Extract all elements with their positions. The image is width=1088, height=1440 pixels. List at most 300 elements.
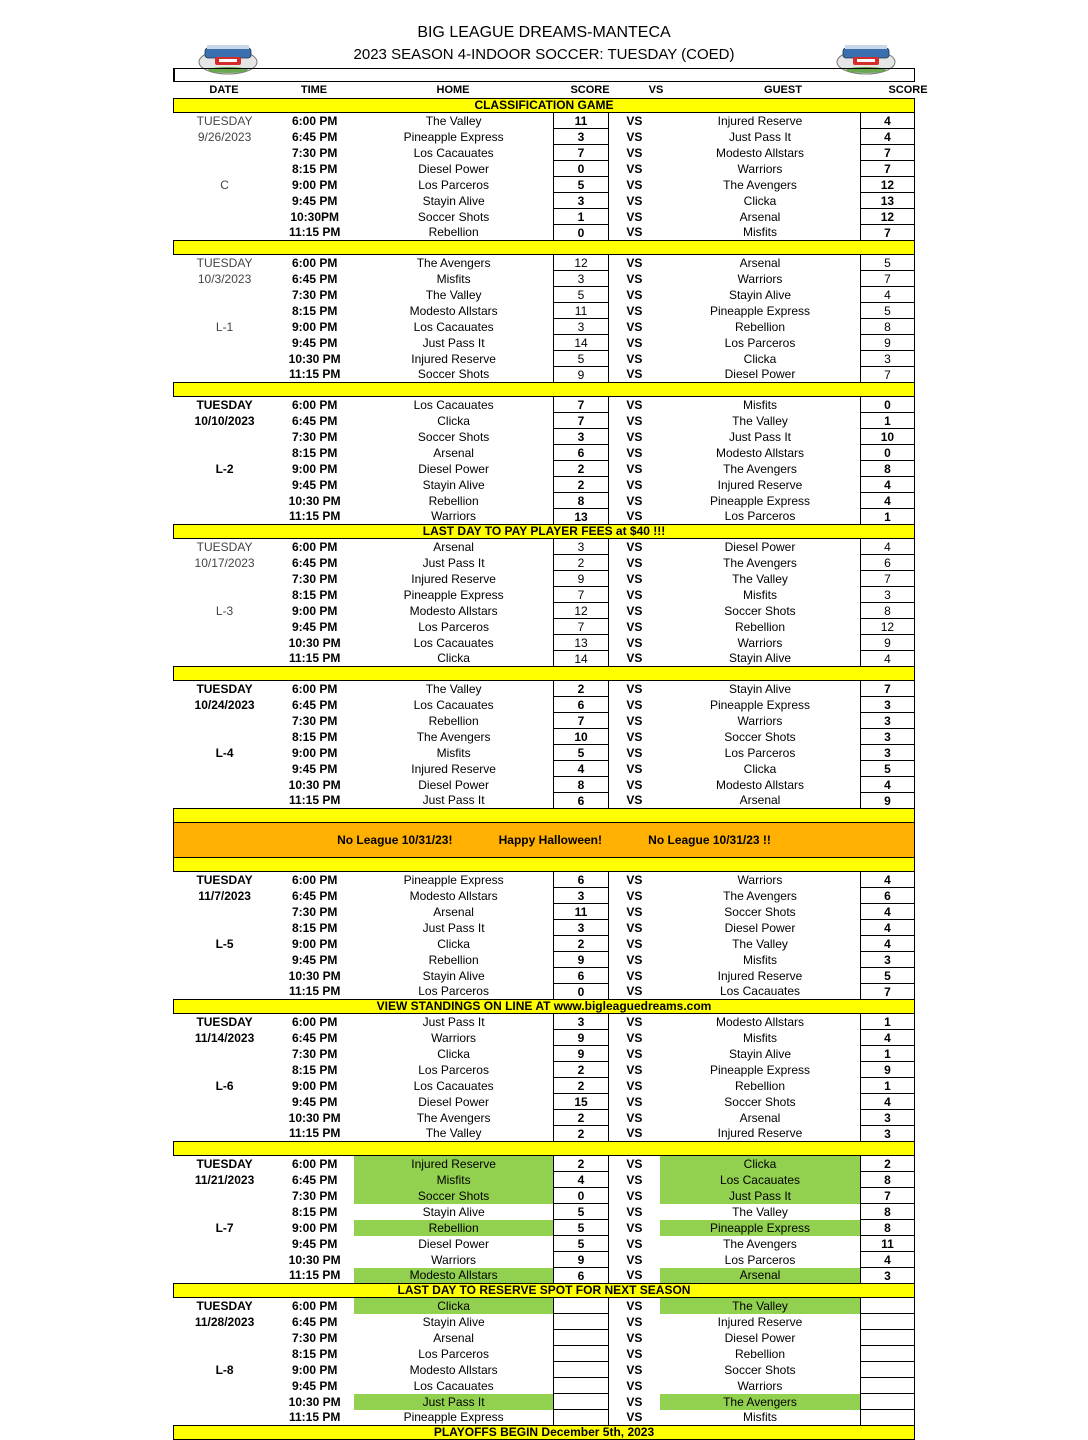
header-date: DATE <box>209 84 239 96</box>
date-cell <box>174 287 276 303</box>
game-time: 7:30 PM <box>291 904 338 919</box>
date-cell <box>174 587 276 603</box>
home-score: 9 <box>554 1046 608 1062</box>
guest-team: Soccer Shots <box>724 904 796 919</box>
guest-team: Misfits <box>742 1030 777 1045</box>
game-time: 6:00 PM <box>291 1014 338 1029</box>
game-row <box>174 651 915 667</box>
guest-team: Stayin Alive <box>728 1046 792 1061</box>
home-team: Stayin Alive <box>422 477 485 492</box>
game-row <box>174 1062 915 1078</box>
guest-score: 12 <box>860 619 914 635</box>
guest-score: 0 <box>860 397 914 413</box>
home-team: Clicka <box>437 1046 470 1061</box>
game-time: 7:30 PM <box>291 571 338 586</box>
vs-label: VS <box>626 1078 643 1093</box>
guest-team: Injured Reserve <box>717 968 803 983</box>
home-score <box>554 1330 608 1346</box>
game-row <box>174 872 915 888</box>
halloween-mid-text: Happy Halloween! <box>498 833 602 847</box>
game-time: 9:00 PM <box>291 745 338 760</box>
home-score: 3 <box>554 429 608 445</box>
home-team: Arsenal <box>433 445 474 460</box>
game-time: 6:45 PM <box>291 129 338 144</box>
schedule-sheet <box>173 68 928 1440</box>
home-team: Just Pass It <box>422 335 485 350</box>
guest-team: Warriors <box>737 271 783 286</box>
game-row <box>174 968 915 984</box>
game-time: 6:00 PM <box>291 1156 338 1171</box>
week-day: TUESDAY <box>196 539 253 554</box>
guest-score: 4 <box>860 1030 914 1046</box>
date-cell <box>174 493 276 509</box>
home-score: 15 <box>554 1094 608 1110</box>
vs-label: VS <box>626 1204 643 1219</box>
game-time: 11:15 PM <box>288 367 341 382</box>
page-title: BIG LEAGUE DREAMS-MANTECA <box>417 24 671 41</box>
guest-score: 13 <box>860 193 914 209</box>
vs-label: VS <box>626 303 643 318</box>
home-score: 7 <box>554 413 608 429</box>
home-team: Injured Reserve <box>411 571 496 586</box>
game-time: 9:45 PM <box>291 1378 338 1393</box>
week-label: L-7 <box>215 1220 234 1235</box>
date-cell <box>174 904 276 920</box>
guest-score: 0 <box>860 445 914 461</box>
guest-score: 1 <box>860 1014 914 1030</box>
home-team: Clicka <box>437 936 470 951</box>
guest-score: 4 <box>860 904 914 920</box>
home-team: Diesel Power <box>418 461 489 476</box>
game-row <box>174 681 915 697</box>
vs-label: VS <box>626 1236 643 1251</box>
home-team: Soccer Shots <box>417 429 490 444</box>
home-team: Just Pass It <box>422 793 485 808</box>
game-time: 6:00 PM <box>291 539 338 554</box>
guest-team: The Avengers <box>723 461 797 476</box>
guest-team: The Avengers <box>660 1394 860 1410</box>
home-score: 9 <box>554 367 608 383</box>
week-divider <box>174 667 915 681</box>
guest-team: Arsenal <box>739 1110 781 1125</box>
home-team: Warriors <box>431 1252 477 1267</box>
game-time: 10:30 PM <box>288 493 341 508</box>
guest-score: 5 <box>860 303 914 319</box>
week-day: TUESDAY <box>196 397 253 412</box>
guest-score: 7 <box>860 367 914 383</box>
date-cell <box>174 351 276 367</box>
game-row <box>174 429 915 445</box>
game-row <box>174 619 915 635</box>
home-team: Just Pass It <box>422 555 485 570</box>
guest-score: 3 <box>860 729 914 745</box>
guest-team: Los Parceros <box>724 509 796 524</box>
home-score: 13 <box>554 509 608 525</box>
home-score: 5 <box>554 351 608 367</box>
standings-banner-text: VIEW STANDINGS ON LINE AT www.bigleaguedreams.com <box>174 1000 915 1014</box>
guest-score: 11 <box>860 1236 914 1252</box>
guest-score: 7 <box>860 225 914 241</box>
date-cell <box>174 193 276 209</box>
home-score: 6 <box>554 793 608 809</box>
week-label: L-5 <box>215 936 234 951</box>
guest-team: The Avengers <box>723 1236 797 1251</box>
home-score: 11 <box>554 904 608 920</box>
home-team: Pineapple Express <box>403 129 504 144</box>
home-score: 3 <box>554 319 608 335</box>
home-score: 5 <box>554 1236 608 1252</box>
week-divider-text <box>174 667 915 681</box>
home-team: The Avengers <box>416 1110 491 1125</box>
guest-team: Pineapple Express <box>709 493 811 508</box>
home-team: Stayin Alive <box>422 193 485 208</box>
game-time: 9:00 PM <box>291 936 338 951</box>
home-team: Modesto Allstars <box>409 888 498 903</box>
home-team: The Valley <box>425 681 482 696</box>
game-row <box>174 255 915 271</box>
game-row <box>174 777 915 793</box>
week-divider <box>174 809 915 823</box>
vs-label: VS <box>626 1220 643 1235</box>
game-time: 7:30 PM <box>291 287 338 302</box>
vs-label: VS <box>626 1268 643 1283</box>
date-cell <box>174 1204 276 1220</box>
game-time: 6:45 PM <box>291 1314 338 1329</box>
date-cell <box>174 729 276 745</box>
guest-team: The Valley <box>732 413 788 428</box>
game-row <box>174 397 915 413</box>
vs-label: VS <box>626 509 643 524</box>
guest-team: Los Parceros <box>724 745 796 760</box>
game-row <box>174 1046 915 1062</box>
vs-label: VS <box>626 729 643 744</box>
vs-label: VS <box>626 113 643 128</box>
playoffs-banner-text: PLAYOFFS BEGIN December 5th, 2023 <box>174 1426 915 1440</box>
home-score: 2 <box>554 1156 608 1172</box>
reserve-banner <box>174 1284 915 1298</box>
date-cell <box>174 635 276 651</box>
game-time: 6:45 PM <box>291 555 338 570</box>
home-team: The Valley <box>425 287 482 302</box>
guest-score: 2 <box>860 1156 914 1172</box>
guest-team: Just Pass It <box>728 429 791 444</box>
date-cell <box>174 1094 276 1110</box>
week-date: 9/26/2023 <box>197 129 252 144</box>
game-row <box>174 445 915 461</box>
date-cell <box>174 761 276 777</box>
game-time: 7:30 PM <box>291 1330 338 1345</box>
home-team: Los Cacauates <box>413 397 494 412</box>
home-score: 11 <box>554 303 608 319</box>
home-team: Diesel Power <box>418 777 489 792</box>
game-row <box>174 493 915 509</box>
vs-label: VS <box>626 255 643 270</box>
guest-team: Soccer Shots <box>724 1362 796 1377</box>
home-score: 6 <box>554 872 608 888</box>
guest-team: Clicka <box>743 761 777 776</box>
home-team: Clicka <box>437 413 470 428</box>
game-time: 10:30 PM <box>288 1394 341 1409</box>
game-row <box>174 1204 915 1220</box>
guest-score: 7 <box>860 984 914 1000</box>
home-score: 11 <box>554 113 608 129</box>
home-score: 6 <box>554 445 608 461</box>
home-score: 9 <box>554 1030 608 1046</box>
home-score: 6 <box>554 968 608 984</box>
vs-label: VS <box>626 1330 643 1345</box>
blank-header-bar <box>173 68 915 82</box>
guest-score: 4 <box>860 872 914 888</box>
guest-score: 3 <box>860 1110 914 1126</box>
date-cell <box>174 571 276 587</box>
week-label: L-1 <box>215 319 234 334</box>
game-time: 8:15 PM <box>291 1204 338 1219</box>
date-cell <box>174 651 276 667</box>
home-score: 4 <box>554 1172 608 1188</box>
game-time: 7:30 PM <box>291 1046 338 1061</box>
vs-label: VS <box>626 681 643 696</box>
game-time: 10:30PM <box>290 209 340 224</box>
date-cell <box>174 1046 276 1062</box>
guest-team: Clicka <box>743 351 777 366</box>
game-time: 9:45 PM <box>291 193 338 208</box>
guest-score: 7 <box>860 571 914 587</box>
date-cell <box>174 1268 276 1284</box>
guest-score: 4 <box>860 1094 914 1110</box>
guest-team: Misfits <box>742 952 777 967</box>
home-score <box>554 1362 608 1378</box>
reserve-banner-text: LAST DAY TO RESERVE SPOT FOR NEXT SEASON <box>174 1284 915 1298</box>
home-score: 2 <box>554 681 608 697</box>
vs-label: VS <box>626 587 643 602</box>
home-score <box>554 1378 608 1394</box>
vs-label: VS <box>626 1172 643 1187</box>
guest-team: Diesel Power <box>724 1330 796 1345</box>
week-date: 11/7/2023 <box>198 888 251 903</box>
guest-score: 9 <box>860 793 914 809</box>
guest-team: Soccer Shots <box>724 603 796 618</box>
game-row <box>174 888 915 904</box>
guest-score: 3 <box>860 697 914 713</box>
game-row <box>174 571 915 587</box>
home-team: Rebellion <box>428 952 479 967</box>
guest-team: Rebellion <box>734 1346 786 1361</box>
player-fees-banner <box>174 525 915 539</box>
game-time: 8:15 PM <box>291 729 338 744</box>
week-divider <box>174 383 915 397</box>
home-team: Modesto Allstars <box>409 603 498 618</box>
game-time: 10:30 PM <box>288 351 341 366</box>
game-row <box>174 697 915 713</box>
home-score: 12 <box>554 255 608 271</box>
week-day: TUESDAY <box>196 872 253 887</box>
guest-team: Warriors <box>737 713 783 728</box>
home-team: Los Parceros <box>418 1346 489 1361</box>
game-row <box>174 1126 915 1142</box>
home-team: Warriors <box>431 509 477 524</box>
game-time: 11:15 PM <box>288 1126 341 1141</box>
vs-label: VS <box>626 1314 643 1329</box>
vs-label: VS <box>626 429 643 444</box>
guest-team: The Avengers <box>723 888 797 903</box>
guest-score: 3 <box>860 587 914 603</box>
vs-label: VS <box>626 904 643 919</box>
week-label: L-8 <box>215 1362 234 1377</box>
guest-score: 7 <box>860 145 914 161</box>
game-time: 6:45 PM <box>291 697 338 712</box>
game-row <box>174 1330 915 1346</box>
home-team: Injured Reserve <box>411 761 496 776</box>
vs-label: VS <box>626 920 643 935</box>
column-header-row <box>173 82 928 98</box>
home-team: Arsenal <box>433 539 474 554</box>
date-cell <box>174 429 276 445</box>
home-score: 7 <box>554 587 608 603</box>
vs-label: VS <box>626 1156 643 1171</box>
game-row <box>174 161 915 177</box>
home-score: 9 <box>554 1252 608 1268</box>
vs-label: VS <box>626 603 643 618</box>
guest-score: 4 <box>860 493 914 509</box>
game-row <box>174 1252 915 1268</box>
date-cell <box>174 1252 276 1268</box>
game-row <box>174 303 915 319</box>
date-cell <box>174 367 276 383</box>
guest-team: Injured Reserve <box>717 113 803 128</box>
guest-score <box>860 1298 914 1314</box>
game-row <box>174 729 915 745</box>
guest-team: Pineapple Express <box>660 1220 860 1236</box>
guest-team: Misfits <box>742 225 777 240</box>
page-subtitle: 2023 SEASON 4-INDOOR SOCCER: TUESDAY (COED) <box>353 46 735 63</box>
guest-score: 6 <box>860 555 914 571</box>
game-time: 6:45 PM <box>291 271 338 286</box>
guest-score: 5 <box>860 255 914 271</box>
week-label: L-6 <box>215 1078 234 1093</box>
home-team: Rebellion <box>354 1220 554 1236</box>
vs-label: VS <box>626 1126 643 1141</box>
classification-banner <box>174 99 915 113</box>
home-score: 3 <box>554 271 608 287</box>
home-score <box>554 1346 608 1362</box>
date-cell <box>174 161 276 177</box>
guest-score: 3 <box>860 952 914 968</box>
home-team: Soccer Shots <box>417 209 490 224</box>
guest-team: Stayin Alive <box>728 651 792 666</box>
home-score <box>554 1314 608 1330</box>
game-time: 6:45 PM <box>291 1030 338 1045</box>
vs-label: VS <box>626 1362 643 1377</box>
guest-score: 4 <box>860 539 914 555</box>
guest-score: 1 <box>860 509 914 525</box>
guest-score: 9 <box>860 1062 914 1078</box>
guest-team: Modesto Allstars <box>715 445 805 460</box>
guest-team: Clicka <box>660 1156 860 1172</box>
week-label: C <box>220 177 229 192</box>
game-time: 10:30 PM <box>288 777 341 792</box>
date-cell <box>174 225 276 241</box>
vs-label: VS <box>626 225 643 240</box>
vs-label: VS <box>626 968 643 983</box>
game-row <box>174 555 915 571</box>
vs-label: VS <box>626 539 643 554</box>
game-time: 9:45 PM <box>291 761 338 776</box>
game-time: 9:45 PM <box>291 619 338 634</box>
home-score: 0 <box>554 1188 608 1204</box>
date-cell <box>174 477 276 493</box>
vs-label: VS <box>626 1378 643 1393</box>
game-time: 9:45 PM <box>291 335 338 350</box>
vs-label: VS <box>626 952 643 967</box>
game-time: 9:00 PM <box>291 1078 338 1093</box>
week-divider-text <box>174 241 915 255</box>
vs-label: VS <box>626 319 643 334</box>
week-divider-text <box>174 383 915 397</box>
game-time: 8:15 PM <box>291 1062 338 1077</box>
home-score: 7 <box>554 713 608 729</box>
game-time: 10:30 PM <box>288 968 341 983</box>
guest-score: 7 <box>860 161 914 177</box>
vs-label: VS <box>626 129 643 144</box>
home-team: Pineapple Express <box>403 872 504 887</box>
week-day: TUESDAY <box>196 681 253 696</box>
game-row <box>174 113 915 129</box>
date-cell <box>174 1110 276 1126</box>
home-score: 5 <box>554 177 608 193</box>
week-date: 11/21/2023 <box>194 1172 255 1187</box>
home-team: Clicka <box>437 651 470 666</box>
guest-score: 9 <box>860 635 914 651</box>
game-row <box>174 1220 915 1236</box>
home-team: Clicka <box>354 1298 554 1314</box>
game-row <box>174 761 915 777</box>
guest-team: Diesel Power <box>724 367 796 382</box>
home-team: The Valley <box>425 1126 482 1141</box>
home-team: Arsenal <box>433 904 474 919</box>
home-team: Diesel Power <box>418 1236 489 1251</box>
guest-score <box>860 1410 914 1426</box>
vs-label: VS <box>626 745 643 760</box>
game-row <box>174 477 915 493</box>
guest-team: Just Pass It <box>660 1188 860 1204</box>
game-row <box>174 1172 915 1188</box>
home-team: Stayin Alive <box>422 1204 485 1219</box>
guest-team: Arsenal <box>660 1268 860 1284</box>
game-row <box>174 904 915 920</box>
game-time: 6:00 PM <box>291 872 338 887</box>
date-cell <box>174 713 276 729</box>
week-divider <box>174 1142 915 1156</box>
guest-score: 4 <box>860 129 914 145</box>
vs-label: VS <box>626 793 643 808</box>
guest-team: Diesel Power <box>724 539 796 554</box>
home-team: Los Cacauates <box>413 1378 494 1393</box>
date-cell <box>174 335 276 351</box>
vs-label: VS <box>626 651 643 666</box>
home-team: Modesto Allstars <box>409 1362 498 1377</box>
vs-label: VS <box>626 1014 643 1029</box>
guest-score: 6 <box>860 888 914 904</box>
home-score: 13 <box>554 635 608 651</box>
game-row <box>174 984 915 1000</box>
vs-label: VS <box>626 1094 643 1109</box>
vs-label: VS <box>626 367 643 382</box>
game-row <box>174 1362 915 1378</box>
date-cell <box>174 1236 276 1252</box>
vs-label: VS <box>626 1298 643 1313</box>
home-score: 0 <box>554 984 608 1000</box>
guest-score <box>860 1378 914 1394</box>
